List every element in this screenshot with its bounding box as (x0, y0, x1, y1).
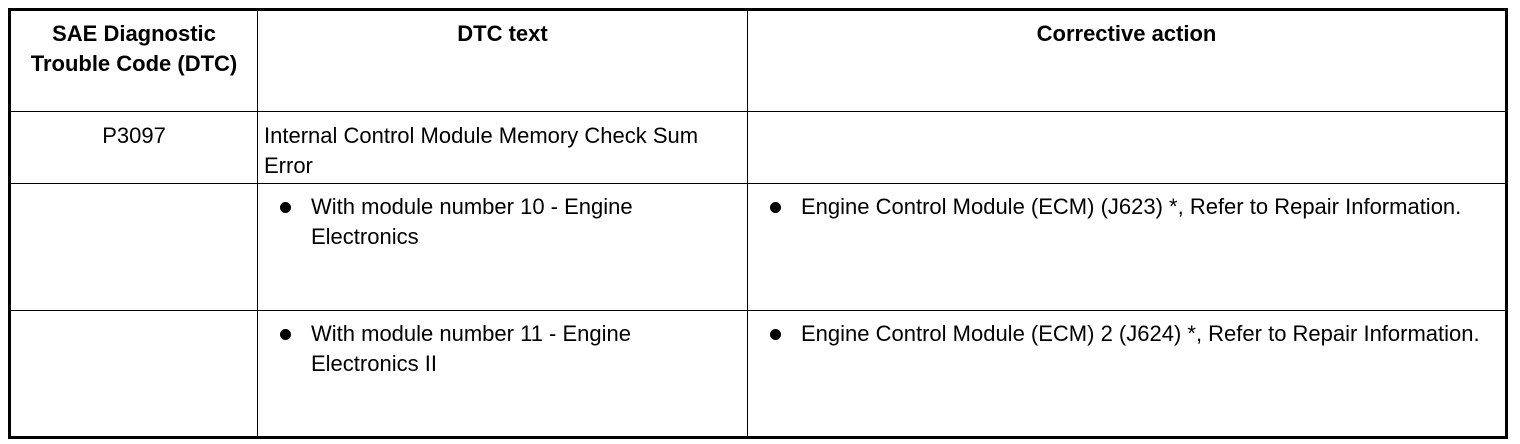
dtc-code-cell (10, 311, 258, 438)
corrective-action-cell (748, 184, 1507, 311)
dtc-table (8, 8, 1508, 439)
list-item (770, 192, 1495, 222)
module-condition-text: With module number 10 - Engine Electronics (311, 194, 633, 249)
dtc-text-cell (258, 311, 748, 438)
corrective-action-cell (748, 112, 1507, 184)
table-row (10, 112, 1507, 184)
dtc-text-cell: Internal Control Module Memory Check Sum Error (258, 112, 748, 184)
header-dtc-code: SAE Diagnostic Trouble Code (DTC) (10, 10, 258, 112)
corrective-action-text: Engine Control Module (ECM) 2 (J624) *, Refer to Repair Information. (801, 321, 1480, 346)
corrective-action-text: Engine Control Module (ECM) (J623) *, Refer to Repair Information. (801, 194, 1462, 219)
bullet-icon (770, 329, 781, 340)
list-item (280, 192, 737, 252)
module-condition-text: With module number 11 - Engine Electronics II (311, 321, 631, 376)
bullet-icon (770, 202, 781, 213)
corrective-action-cell (748, 311, 1507, 438)
bullet-icon (280, 202, 291, 213)
dtc-code-cell: P3097 (10, 112, 258, 184)
dtc-text-cell (258, 184, 748, 311)
list-item (770, 319, 1495, 349)
table-row (10, 311, 1507, 438)
header-corrective-action: Corrective action (748, 10, 1507, 112)
table-row (10, 184, 1507, 311)
list-item (280, 319, 737, 379)
bullet-icon (280, 329, 291, 340)
table-header-row (10, 10, 1507, 112)
header-dtc-text: DTC text (258, 10, 748, 112)
dtc-code-cell (10, 184, 258, 311)
